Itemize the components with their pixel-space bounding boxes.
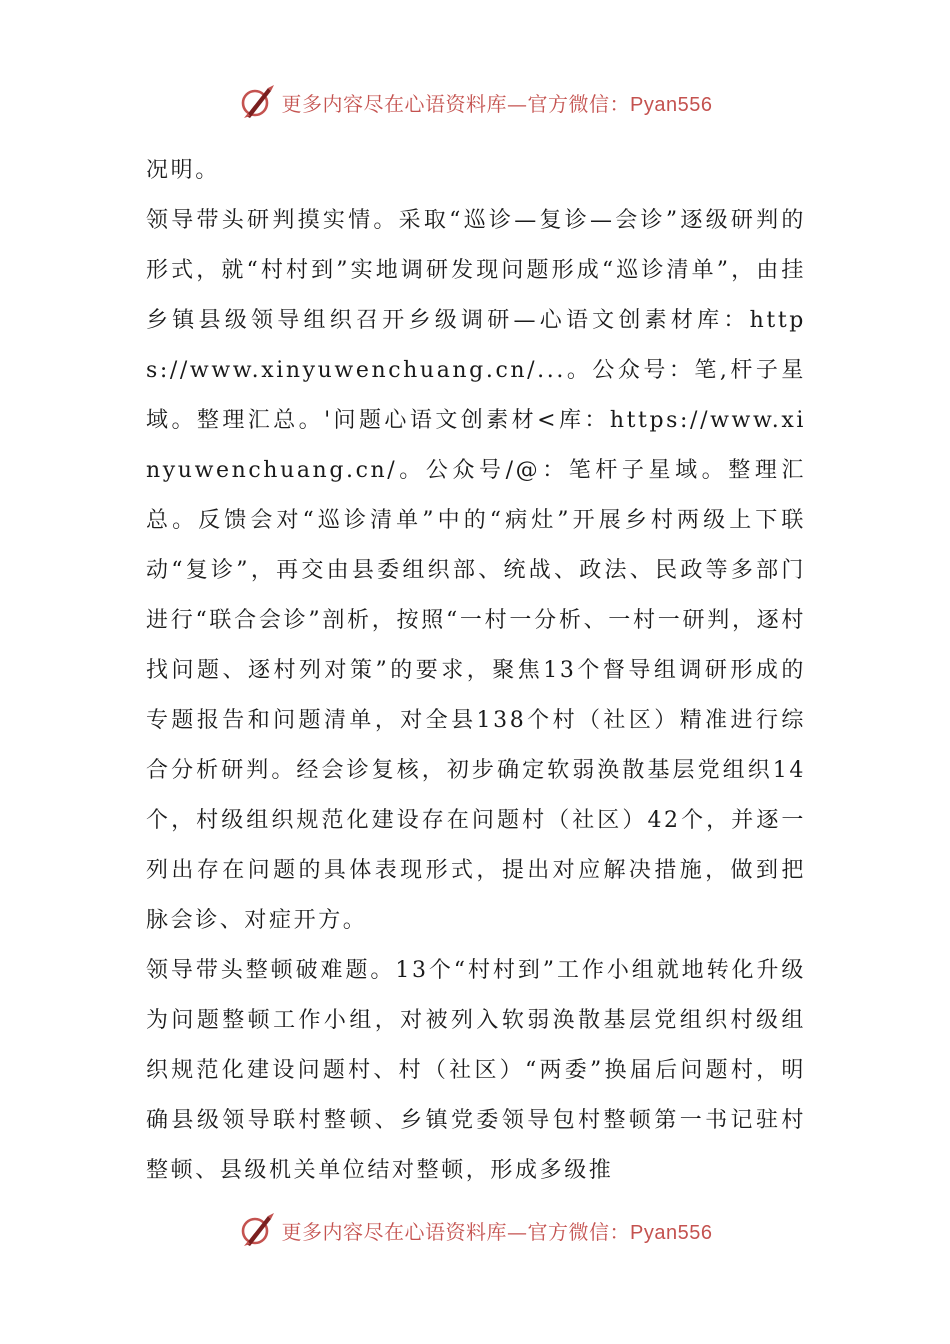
banner-wechat-id: Pyan556 xyxy=(630,1221,713,1244)
paragraph: 领导带头研判摸实情。采取“巡诊—复诊—会诊”逐级研判的形式，就“村村到”实地调研发现问题形成“巡诊清单”，由挂乡镇县级领导组织召开乡级调研—心语文创素材库：https://www.xinyuwenchuang.cn/...。公众号：笔,杆子星域。整理汇总。'问题心语文创素材<库：https://www.xinyuwenchuang.cn/。公众号/@：笔杆子星域。整理汇总。反馈会对“巡诊清单”中的“病灶”开展乡村两级上下联动“复诊”，再交由县委组织部、统战、政法、民政等多部门进行“联合会诊”剖析，按照“一村一分析、一村一研判，逐村找问题、逐村列对策”的要求，聚焦13个督导组调研形成的专题报告和问题清单，对全县138个村（社区）精准进行综合分析研判。经会诊复核，初步确定软弱涣散基层党组织14个，村级组织规范化建设存在问题村（社区）42个，并逐一列出存在问题的具体表现形式，提出对应解决措施，做到把脉会诊、对症开方。 xyxy=(146,208,806,933)
banner-wechat-id: Pyan556 xyxy=(630,93,713,116)
paragraph: 况明。 xyxy=(146,158,220,183)
quill-pen-logo-icon xyxy=(238,1210,278,1250)
quill-pen-logo-icon xyxy=(238,82,278,122)
paragraph: 领导带头整顿破难题。13个“村村到”工作小组就地转化升级为问题整顿工作小组，对被列入软弱涣散基层党组织村级组织规范化建设问题村、村（社区）“两委”换届后问题村，明确县级领导联村整顿、乡镇党委领导包村整顿第一书记驻村整顿、县级机关单位结对整顿，形成多级推 xyxy=(146,958,806,1183)
banner-text: 更多内容尽在心语资料库—官方微信： xyxy=(281,91,631,116)
footer-banner xyxy=(0,1208,950,1252)
document-body xyxy=(146,146,806,1196)
banner-text: 更多内容尽在心语资料库—官方微信： xyxy=(281,1219,631,1244)
header-banner xyxy=(0,80,950,124)
